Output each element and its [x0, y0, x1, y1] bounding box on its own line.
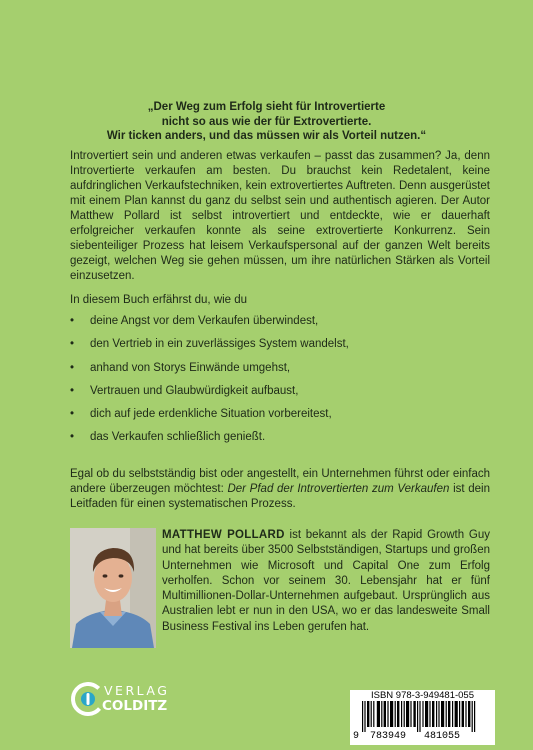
barcode-digits-right: 481055: [424, 731, 461, 742]
bullet-lead: In diesem Buch erfährst du, wie du: [70, 294, 248, 306]
isbn-label: ISBN 978-3-949481-055: [371, 690, 474, 701]
author-name: MATTHEW POLLARD: [162, 529, 285, 541]
publisher-logo: [70, 680, 190, 720]
barcode-digits: [350, 731, 495, 744]
publisher-name-line2: COLDITZ: [102, 698, 168, 714]
barcode-digit-first: 9: [353, 731, 360, 742]
list-item: • dich auf jede erdenkliche Situation vorbereitest,: [70, 403, 490, 426]
list-item: • Vertrauen und Glaubwürdigkeit aufbaust,: [70, 380, 490, 403]
quote-line-2: nicht so aus wie der für Extrovertierte.: [161, 115, 372, 128]
author-bio-text: ist bekannt als der Rapid Growth Guy und hat bereits über 3500 Selbstständigen, Startups und großen Unternehmen wie Microsoft und Capital One zum Erfolg verholfen. Schon vor seinem 30. Lebensjahr hat er fünf Multimillionen-Dollar-Unternehmen aufgebaut. Ursprünglich aus Australien lebt er nun in den USA, wo er das landesweite Small Business Festival ins Leben gerufen hat.: [162, 529, 490, 633]
publisher-name-line1: VERLAG: [104, 683, 170, 698]
author-portrait-icon: [70, 528, 156, 648]
isbn-barcode: [350, 690, 495, 745]
list-item: • deine Angst vor dem Verkaufen überwindest,: [70, 310, 490, 333]
publisher-logo-icon: [70, 680, 106, 720]
quote-line-3: Wir ticken anders, und das müssen wir als Vorteil nutzen.“: [106, 130, 427, 142]
author-bio: [162, 528, 490, 635]
benefit-list: [70, 310, 490, 450]
author-photo: [70, 528, 156, 648]
outro-paragraph: [70, 467, 490, 512]
list-item: • das Verkaufen schließlich genießt.: [70, 426, 490, 449]
outro-text-2: ist dein Leitfaden für einen systematischen Prozess.: [70, 483, 490, 510]
barcode-digits-left: 783949: [370, 731, 407, 742]
cover-quote: [40, 100, 493, 144]
barcode-icon: [350, 701, 495, 732]
intro-paragraph: Introvertiert sein und anderen etwas verkaufen – passt das zusammen? Ja, denn Introvertierte verkaufen am besten. Du brauchst kein Redetalent, keine aufdringlichen Verkaufstechniken, kein extrovertiertes Auftreten. Denn ausgerüstet mit einem Plan kannst du ganz du selbst sein und authentisch agieren. Der Autor Matthew Pollard ist selbst introvertiert und entdeckte, wie er dauerhaft erfolgreicher verkaufen konnte als seine extrovertierte Konkurrenz. Sein siebenteiliger Prozess hat leisem Verkaufspersonal auf der ganzen Welt bereits gezeigt, welchen Weg sie gehen müssen, um ihre natürlichen Stärken als Vorteil einzusetzen.: [70, 150, 490, 282]
quote-line-1: „Der Weg zum Erfolg sieht für Introvertierte: [147, 101, 386, 113]
book-title: Der Pfad der Introvertierten zum Verkaufen: [227, 483, 450, 495]
outro-text: Egal ob du selbstständig bist oder angestellt, ein Unternehmen führst oder einfach andere überzeugen möchtest:: [70, 468, 490, 495]
list-item: • anhand von Storys Einwände umgehst,: [70, 357, 490, 380]
list-item: • den Vertrieb in ein zuverlässiges System wandelst,: [70, 333, 490, 356]
